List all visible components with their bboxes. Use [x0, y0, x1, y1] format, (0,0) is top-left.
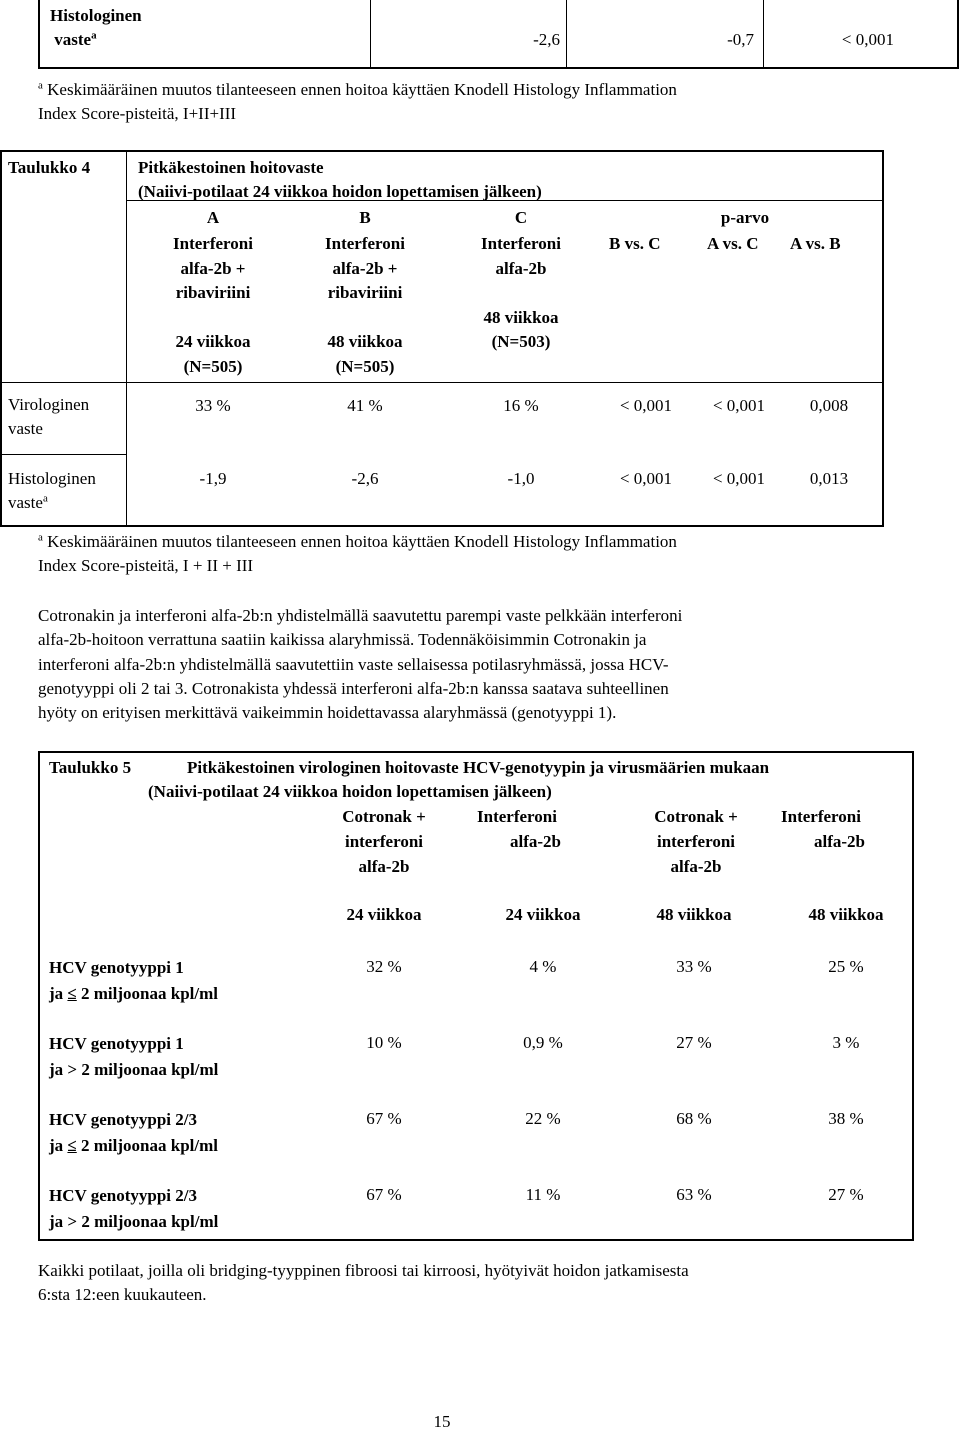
table-4-title: Pitkäkestoinen hoitovaste (Naiivi-potilaat 24 viikkoa hoidon lopettamisen jälkeen): [138, 158, 542, 201]
row-label: Virologinen vaste: [8, 395, 90, 438]
table-cell: 16 %: [503, 396, 539, 415]
table-cell: < 0,001: [619, 469, 673, 488]
pvalue-header: B vs. C: [609, 234, 661, 253]
row-label: HCV genotyyppi 2/3 ja > 2 miljoonaa kpl/ml: [49, 1186, 219, 1231]
table-cell: 0,9 %: [523, 1033, 563, 1052]
row-label: HCV genotyyppi 1 ja > 2 miljoonaa kpl/ml: [49, 1034, 219, 1079]
table-cell: < 0,001: [712, 396, 766, 415]
table-cell: 38 %: [828, 1109, 864, 1128]
table-cell: -1,0: [507, 469, 535, 488]
body-paragraph: Cotronakin ja interferoni alfa-2b:n yhdistelmällä saavutettu parempi vaste pelkkään interferoni alfa-2b-hoitoon verrattuna saatiin kaikissa alaryhmissä. Todennäköisimmin Cotronakin ja interferoni alfa-2b:n yhdistelmällä saavutettiin vaste sellaisessa potilasryhmässä, jossa HCV- genotyyppi oli 2 tai 3. Cotronakista yhdessä interferoni alfa-2b:n kanssa saatava suhteellinen hyöty on erityisen merkittävä vaikeimmin hoidettavassa alaryhmässä (genotyyppi 1).: [38, 606, 683, 723]
table-5-title: Pitkäkestoinen virologinen hoitovaste HCV-genotyypin ja virusmäärien mukaan: [187, 758, 770, 777]
row-label: Histologinen vaste$^a$: [8, 469, 96, 512]
table-cell: 33 %: [195, 396, 231, 415]
table-cell: 27 %: [828, 1185, 864, 1204]
duration-header: 48 viikkoa: [808, 905, 884, 924]
column-header: Cotronak + interferoni alfa-2b: [654, 807, 738, 876]
column-header-b: Interferoni alfa-2b + ribaviriini 48 viikkoa (N=505): [325, 234, 405, 376]
duration-header: 24 viikkoa: [346, 905, 422, 924]
table-5-label: Taulukko 5: [49, 758, 132, 777]
table-4-footnote: $^a$ Keskimääräinen muutos tilanteeseen ennen hoitoa käyttäen Knodell Histology Inflammation Index Score-pisteitä, I + II + III: [38, 531, 677, 575]
table-cell: 33 %: [676, 957, 712, 976]
closing-paragraph: Kaikki potilaat, joilla oli bridging-tyyppinen fibroosi tai kirroosi, hyötyivät hoidon jatkamisesta 6:sta 12:een kuukauteen.: [38, 1261, 689, 1304]
top-value: -2,6: [533, 30, 560, 49]
pvalue-header: A vs. B: [790, 234, 841, 253]
table-cell: 10 %: [366, 1033, 402, 1052]
table-cell: 22 %: [525, 1109, 561, 1128]
row-label: HCV genotyyppi 2/3 ja ≤ 2 miljoonaa kpl/ml: [49, 1110, 218, 1155]
table-cell: 3 %: [832, 1033, 860, 1052]
group-header: C: [514, 208, 528, 227]
row-label: HCV genotyyppi 1 ja ≤ 2 miljoonaa kpl/ml: [49, 958, 218, 1003]
top-row-label: Histologinen vaste$^a$: [50, 6, 142, 49]
table-cell: 67 %: [366, 1109, 402, 1128]
table-5-subtitle: (Naiivi-potilaat 24 viikkoa hoidon lopettamisen jälkeen): [148, 782, 552, 801]
group-header: A: [206, 208, 220, 227]
group-header: p-arvo: [720, 208, 770, 227]
table-cell: 0,008: [809, 396, 849, 415]
table-cell: < 0,001: [712, 469, 766, 488]
table-cell: 32 %: [366, 957, 402, 976]
top-value: < 0,001: [841, 30, 894, 49]
pvalue-header: A vs. C: [707, 234, 759, 253]
table-cell: -1,9: [199, 469, 227, 488]
duration-header: 48 viikkoa: [656, 905, 732, 924]
table-cell: 0,013: [809, 469, 849, 488]
duration-header: 24 viikkoa: [505, 905, 581, 924]
table-4-label: Taulukko 4: [8, 158, 91, 177]
table-cell: 4 %: [529, 957, 557, 976]
column-header-a: Interferoni alfa-2b + ribaviriini 24 viikkoa (N=505): [173, 234, 253, 376]
table-cell: 41 %: [347, 396, 383, 415]
table-cell: 68 %: [676, 1109, 712, 1128]
column-header: Cotronak + interferoni alfa-2b: [342, 807, 426, 876]
top-value: -0,7: [727, 30, 754, 49]
column-header-c: Interferoni alfa-2b 48 viikkoa (N=503): [481, 234, 561, 351]
table-cell: 25 %: [828, 957, 864, 976]
group-header: B: [359, 208, 371, 227]
table-cell: 67 %: [366, 1185, 402, 1204]
table-cell: 11 %: [525, 1185, 561, 1204]
top-footnote: $^a$ Keskimääräinen muutos tilanteeseen ennen hoitoa käyttäen Knodell Histology Inflammation Index Score-pisteitä, I+II+III: [38, 79, 677, 123]
column-header: Interferoni alfa-2b: [781, 807, 865, 851]
table-cell: 63 %: [676, 1185, 712, 1204]
column-header: Interferoni alfa-2b: [477, 807, 561, 851]
table-cell: 27 %: [676, 1033, 712, 1052]
page-number: 15: [433, 1412, 451, 1431]
table-cell: -2,6: [351, 469, 379, 488]
table-cell: < 0,001: [619, 396, 673, 415]
